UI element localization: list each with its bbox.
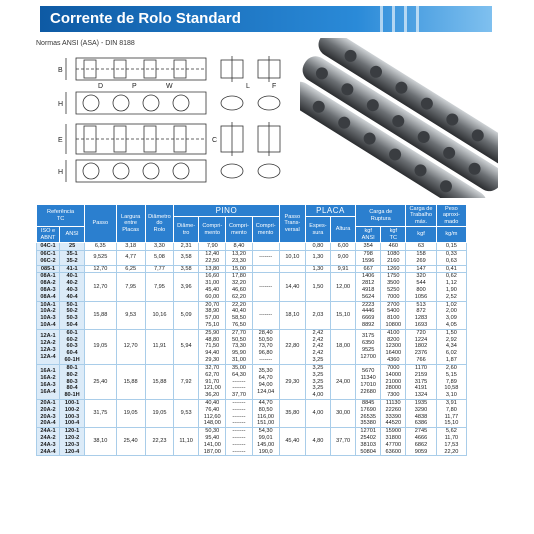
cell-kt: 2700 5400 8100 10800 xyxy=(381,301,406,329)
cell-d: 5,09 xyxy=(174,301,199,329)
cell-iso: 06C-1 06C-2 xyxy=(37,250,60,265)
cell-ka: 354 xyxy=(356,243,381,251)
cell-s: 1,50 xyxy=(305,273,330,301)
cell-h: 9,00 xyxy=(331,250,356,265)
cell-b: 6,25 xyxy=(116,265,145,273)
cell-d: 7,92 xyxy=(174,364,199,399)
dim-w: W xyxy=(166,83,173,90)
cell-p: 31,75 xyxy=(85,399,116,427)
col-diam-pino: Diâme- tro xyxy=(174,217,199,243)
cell-l: ------- xyxy=(252,301,279,329)
table-row xyxy=(37,364,497,399)
dim-d: D xyxy=(98,83,104,90)
cell-c: 22,80 xyxy=(279,329,305,364)
cell-b: 19,05 xyxy=(116,399,145,427)
cell-w: 11,91 xyxy=(145,329,173,364)
table-row xyxy=(37,273,497,301)
cell-c: 14,40 xyxy=(279,273,305,301)
unit-kgm: kg/m xyxy=(436,227,466,243)
cell-w: 10,16 xyxy=(145,301,173,329)
cell-d: 3,96 xyxy=(174,273,199,301)
cell-iso: 08A-1 08A-2 08A-3 08A-4 xyxy=(37,273,60,301)
cell-ka: 8845 17690 26535 35380 xyxy=(356,399,381,427)
cell-l: ------- xyxy=(252,273,279,301)
cell-ansi: 100-1 100-2 100-3 100-4 xyxy=(60,399,85,427)
cell-d: 9,53 xyxy=(174,399,199,427)
cell-ka: 2223 4446 6669 8892 xyxy=(356,301,381,329)
cell-h: 24,00 xyxy=(331,364,356,399)
cell-ka: 12701 25402 38103 50804 xyxy=(356,428,381,456)
table-row xyxy=(37,265,497,273)
specs-table-body xyxy=(37,243,497,456)
col-ansi: ANSI xyxy=(60,227,85,243)
cell-ansi: 120-1 120-2 120-3 120-4 xyxy=(60,428,85,456)
cell-p: 6,35 xyxy=(85,243,116,251)
cell-f: ------- ------- ------- ------- xyxy=(226,428,252,456)
table-row xyxy=(37,250,497,265)
cell-w: 19,05 xyxy=(145,399,173,427)
cell-s: 4,80 xyxy=(305,428,330,456)
cell-kgf: 513 872 1283 1693 xyxy=(406,301,436,329)
cell-l xyxy=(252,243,279,251)
cell-p: 12,70 xyxy=(85,265,116,273)
cell-p: 38,10 xyxy=(85,428,116,456)
cell-ansi: 25 xyxy=(60,243,85,251)
dim-h: H xyxy=(58,101,64,108)
cell-l: 35,30 64,70 94,00 124,04 xyxy=(252,364,279,399)
cell-kt: 1260 xyxy=(381,265,406,273)
col-largura: Largura entre Placas xyxy=(116,205,145,243)
specs-table xyxy=(36,204,496,456)
cell-p: 25,40 xyxy=(85,364,116,399)
col-diam-rolo: Diâmetro do Rolo xyxy=(145,205,173,243)
cell-c xyxy=(279,243,305,251)
cell-p: 9,525 xyxy=(85,250,116,265)
col-altura: Altura xyxy=(331,217,356,243)
cell-c: 35,80 xyxy=(279,399,305,427)
table-row xyxy=(37,301,497,329)
cell-d: 11,10 xyxy=(174,428,199,456)
cell-l: 28,40 50,50 73,70 96,80 ------- xyxy=(252,329,279,364)
col-ref: Referência TC xyxy=(37,205,85,227)
col-iso: ISO e ABNT xyxy=(37,227,60,243)
cell-e: 20,70 38,90 57,00 75,10 xyxy=(199,301,226,329)
cell-iso: 24A-1 24A-2 24A-3 24A-4 xyxy=(37,428,60,456)
col-comp-l: Compri- mento xyxy=(252,217,279,243)
cell-kt: 7000 14000 21000 28000 7300 xyxy=(381,364,406,399)
cell-kt: 1750 3500 5250 7000 xyxy=(381,273,406,301)
cell-kt: 1080 2160 xyxy=(381,250,406,265)
cell-kgm: 0,41 xyxy=(436,265,466,273)
cell-l: 54,30 99,01 145,00 190,0 xyxy=(252,428,279,456)
cell-s: 1,30 xyxy=(305,265,330,273)
cell-d: 5,94 xyxy=(174,329,199,364)
cell-kgm: 0,62 1,12 1,90 2,52 xyxy=(436,273,466,301)
cell-kgm: 0,15 xyxy=(436,243,466,251)
chain-technical-diagrams xyxy=(36,52,296,187)
cell-kgm: 0,33 0,63 xyxy=(436,250,466,265)
table-row xyxy=(37,329,497,364)
dim-h2: H xyxy=(58,169,64,176)
cell-w: 3,30 xyxy=(145,243,173,251)
cell-s: 4,00 xyxy=(305,399,330,427)
norms-label: Normas ANSI (ASA) - DIN 8188 xyxy=(36,40,135,47)
cell-h: 12,00 xyxy=(331,273,356,301)
cell-kgm: 1,02 2,00 3,09 4,05 xyxy=(436,301,466,329)
dim-e: E xyxy=(58,137,63,144)
cell-d: 3,58 xyxy=(174,265,199,273)
cell-iso: 04C-1 xyxy=(37,243,60,251)
cell-kt: 460 xyxy=(381,243,406,251)
table-row xyxy=(37,428,497,456)
cell-c: 10,10 xyxy=(279,250,305,265)
cell-d: 3,58 xyxy=(174,250,199,265)
col-carga-ruptura: Carga de Ruptura xyxy=(356,205,406,227)
cell-c: 45,40 xyxy=(279,428,305,456)
col-passo: Passo xyxy=(85,205,116,243)
cell-e: 12,40 22,50 xyxy=(199,250,226,265)
cell-b: 25,40 xyxy=(116,428,145,456)
cell-w: 22,23 xyxy=(145,428,173,456)
cell-h: 18,00 xyxy=(331,329,356,364)
dim-l: L xyxy=(246,83,250,90)
cell-iso: 20A-1 20A-2 20A-3 20A-4 xyxy=(37,399,60,427)
cell-kgm: 5,62 11,70 17,53 22,20 xyxy=(436,428,466,456)
cell-ka: 798 1596 xyxy=(356,250,381,265)
cell-w: 5,08 xyxy=(145,250,173,265)
dim-b: B xyxy=(58,67,63,74)
cell-e: 25,90 48,80 71,50 94,40 29,30 xyxy=(199,329,226,364)
cell-ansi: 80-1 80-2 80-3 80-4 80-1H xyxy=(60,364,85,399)
cell-iso: 085-1 xyxy=(37,265,60,273)
cell-e: 16,60 31,00 45,40 60,00 xyxy=(199,273,226,301)
cell-w: 15,88 xyxy=(145,364,173,399)
cell-f: 27,70 50,50 73,30 95,90 31,00 xyxy=(226,329,252,364)
cell-kgm: 1,50 2,92 4,34 6,02 1,87 xyxy=(436,329,466,364)
banner-stripe xyxy=(392,6,395,32)
spacer xyxy=(467,205,496,243)
cell-w: 7,95 xyxy=(145,273,173,301)
cell-f: 13,20 23,30 xyxy=(226,250,252,265)
cell-f: ------- ------- ------- ------- xyxy=(226,399,252,427)
col-peso: Peso aproxi- mado xyxy=(436,205,466,227)
cell-h: 15,10 xyxy=(331,301,356,329)
banner-stripe xyxy=(404,6,407,32)
cell-kgf: 720 1224 1802 2376 766 xyxy=(406,329,436,364)
cell-l: ------- xyxy=(252,250,279,265)
cell-s: 1,30 xyxy=(305,250,330,265)
col-espessura: Espes- sura xyxy=(305,217,330,243)
cell-ansi: 50-1 50-2 50-3 50-4 xyxy=(60,301,85,329)
cell-p: 15,88 xyxy=(85,301,116,329)
cell-ansi: 41-1 xyxy=(60,265,85,273)
cell-s: 2,42 2,42 2,42 2,42 3,25 xyxy=(305,329,330,364)
cell-f: 22,20 40,40 58,50 76,50 xyxy=(226,301,252,329)
cell-b: 3,18 xyxy=(116,243,145,251)
cell-e: 7,90 xyxy=(199,243,226,251)
title-banner xyxy=(40,6,492,32)
cell-h: 6,00 xyxy=(331,243,356,251)
cell-h: 37,70 xyxy=(331,428,356,456)
cell-f: 15,00 xyxy=(226,265,252,273)
cell-kgm: 2,60 5,15 7,89 10,58 3,10 xyxy=(436,364,466,399)
cell-c xyxy=(279,265,305,273)
unit-kgf-tc: kgf TC xyxy=(381,227,406,243)
col-comp-e: Compri- mento xyxy=(199,217,226,243)
cell-f: 35,00 64,30 ------- ------- 37,70 xyxy=(226,364,252,399)
cell-e: 13,80 xyxy=(199,265,226,273)
unit-kgf-ansi: kgf ANSI xyxy=(356,227,381,243)
group-pino: PINO xyxy=(174,205,280,217)
cell-s: 3,25 3,25 3,25 3,25 4,00 xyxy=(305,364,330,399)
cell-e: 32,70 62,70 91,70 121,00 36,20 xyxy=(199,364,226,399)
cell-l xyxy=(252,265,279,273)
cell-d: 2,31 xyxy=(174,243,199,251)
cell-kgf: 320 544 800 1056 xyxy=(406,273,436,301)
cell-kgf: 2745 4666 6862 9059 xyxy=(406,428,436,456)
specs-table-container xyxy=(36,204,496,531)
cell-s: 0,80 xyxy=(305,243,330,251)
cell-ka: 3175 6350 9525 12700 xyxy=(356,329,381,364)
cell-e: 50,30 95,40 141,00 187,00 xyxy=(199,428,226,456)
table-row xyxy=(37,243,497,251)
cell-iso: 12A-1 12A-2 12A-3 12A-4 xyxy=(37,329,60,364)
cell-f: 17,80 32,20 46,60 62,20 xyxy=(226,273,252,301)
banner-stripe xyxy=(416,6,419,32)
cell-kt: 15900 31800 47700 63600 xyxy=(381,428,406,456)
page-title: Corrente de Rolo Standard xyxy=(50,10,241,27)
cell-iso: 10A-1 10A-2 10A-3 10A-4 xyxy=(37,301,60,329)
roller-chain-photo xyxy=(300,38,498,198)
unit-kgf: kgf xyxy=(406,227,436,243)
cell-ka: 667 xyxy=(356,265,381,273)
cell-h: 9,91 xyxy=(331,265,356,273)
cell-b: 12,70 xyxy=(116,329,145,364)
col-carga-trabalho: Carga de Trabalho máx. xyxy=(406,205,436,227)
cell-ansi: 60-1 60-2 60-3 60-4 60-1H xyxy=(60,329,85,364)
cell-p: 12,70 xyxy=(85,273,116,301)
cell-kgm: 3,91 7,80 11,77 15,10 xyxy=(436,399,466,427)
cell-kgf: 147 xyxy=(406,265,436,273)
cell-ansi: 40-1 40-2 40-3 40-4 xyxy=(60,273,85,301)
cell-c: 18,10 xyxy=(279,301,305,329)
cell-c: 29,30 xyxy=(279,364,305,399)
col-passo-transversal: Passo Trans- versal xyxy=(279,205,305,243)
cell-w: 7,77 xyxy=(145,265,173,273)
cell-l: 44,70 80,50 116,00 151,00 xyxy=(252,399,279,427)
banner-stripe xyxy=(380,6,383,32)
cell-kt: 11130 22260 33390 44520 xyxy=(381,399,406,427)
cell-b: 4,77 xyxy=(116,250,145,265)
cell-iso: 16A-1 16A-2 16A-3 16A-4 xyxy=(37,364,60,399)
cell-kgf: 1935 3290 4838 6386 xyxy=(406,399,436,427)
cell-kgf: 63 xyxy=(406,243,436,251)
cell-s: 2,03 xyxy=(305,301,330,329)
cell-kgf: 1170 2159 3175 4191 1324 xyxy=(406,364,436,399)
dim-f: F xyxy=(272,83,277,90)
dim-p: P xyxy=(132,83,137,90)
dim-c: C xyxy=(212,137,218,144)
cell-ka: 5670 11340 17010 22680 xyxy=(356,364,381,399)
group-placa: PLACA xyxy=(305,205,355,217)
cell-kgf: 158 269 xyxy=(406,250,436,265)
cell-b: 7,95 xyxy=(116,273,145,301)
cell-ka: 1406 2812 4918 5624 xyxy=(356,273,381,301)
cell-h: 30,00 xyxy=(331,399,356,427)
col-comp-f: Compri- mento xyxy=(226,217,252,243)
cell-ansi: 35-1 35-2 xyxy=(60,250,85,265)
cell-b: 9,53 xyxy=(116,301,145,329)
cell-p: 19,05 xyxy=(85,329,116,364)
cell-b: 15,88 xyxy=(116,364,145,399)
cell-e: 40,40 76,40 112,60 148,00 xyxy=(199,399,226,427)
table-row xyxy=(37,399,497,427)
cell-f: 8,40 xyxy=(226,243,252,251)
cell-kt: 4100 8200 12300 16400 4360 xyxy=(381,329,406,364)
